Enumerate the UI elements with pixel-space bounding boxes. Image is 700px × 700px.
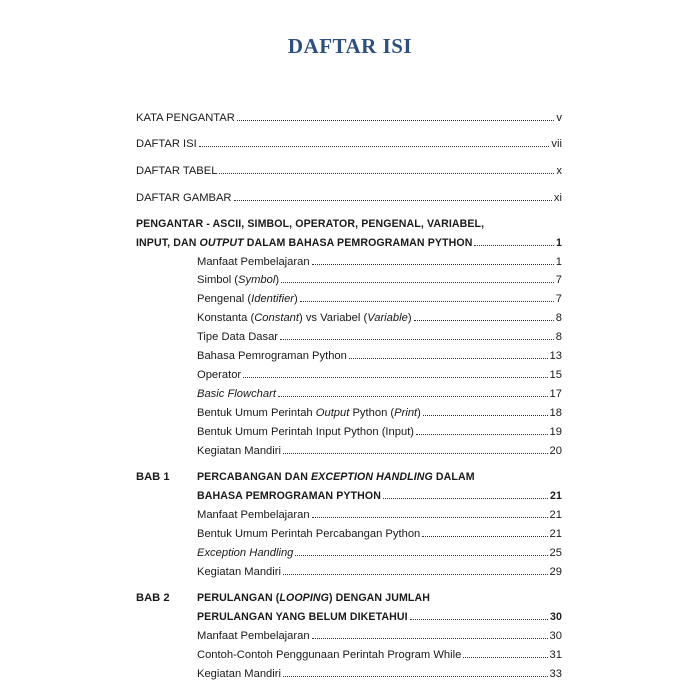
toc-label: Simbol (Symbol) (197, 274, 280, 286)
chapter-number-bab-1: BAB 1 (136, 471, 170, 483)
toc-entry-daftar-gambar[interactable] (136, 191, 562, 205)
toc-page: 19 (549, 426, 562, 438)
toc-page: 25 (549, 547, 562, 559)
toc-label: Manfaat Pembelajaran (197, 509, 310, 521)
toc-label: KATA PENGANTAR (136, 112, 235, 124)
chapter-heading-bab-2-line1: PERULANGAN (LOOPING) DENGAN JUMLAH (197, 592, 430, 604)
toc-page: 17 (549, 388, 562, 400)
toc-entry-daftar-tabel[interactable] (136, 164, 562, 178)
toc-entry-bab-2[interactable] (197, 610, 562, 624)
dot-leader (278, 387, 548, 397)
toc-label: Konstanta (Constant) vs Variabel (Variable) (197, 312, 412, 324)
toc-entry-daftar-isi[interactable] (136, 137, 562, 151)
toc-label: Manfaat Pembelajaran (197, 630, 310, 642)
toc-entry[interactable] (197, 387, 562, 401)
dot-leader (237, 111, 555, 121)
toc-entry[interactable] (197, 273, 562, 287)
toc-label: Exception Handling (197, 547, 294, 559)
toc-entry[interactable] (197, 546, 562, 560)
toc-label: Kegiatan Mandiri (197, 566, 281, 578)
toc-page: 8 (555, 331, 562, 343)
dot-leader (283, 444, 548, 454)
dot-leader (199, 137, 550, 147)
dot-leader (349, 349, 548, 359)
toc-label: Bentuk Umum Perintah Percabangan Python (197, 528, 421, 540)
dot-leader (283, 565, 548, 575)
toc-label: DAFTAR ISI (136, 138, 197, 150)
dot-leader (312, 629, 548, 639)
dot-leader (463, 648, 547, 658)
toc-page: 7 (555, 293, 562, 305)
toc-entry[interactable] (197, 527, 562, 541)
page-title: DAFTAR ISI (287, 34, 413, 58)
toc-label: Bentuk Umum Perintah Output Python (Print) (197, 407, 421, 419)
dot-leader (422, 527, 547, 537)
toc-entry-intro[interactable] (136, 236, 562, 250)
toc-label: Basic Flowchart (197, 388, 276, 400)
toc-page: 13 (549, 350, 562, 362)
toc-page: 1 (555, 256, 562, 268)
dot-leader (383, 489, 548, 499)
toc-page: xi (553, 192, 562, 204)
dot-leader (243, 368, 547, 378)
toc-page: 21 (549, 509, 562, 521)
chapter-heading-bab-1-line1: PERCABANGAN DAN EXCEPTION HANDLING DALAM (197, 471, 475, 483)
toc-label: Operator (197, 369, 242, 381)
dot-leader (295, 546, 547, 556)
toc-entry[interactable] (197, 667, 562, 681)
toc-entry[interactable] (197, 508, 562, 522)
toc-page: 8 (555, 312, 562, 324)
toc-entry[interactable] (197, 425, 562, 439)
chapter-heading-bab-2-line2: PERULANGAN YANG BELUM DIKETAHUI (197, 611, 408, 623)
toc-entry[interactable] (197, 330, 562, 344)
toc-entry[interactable] (197, 406, 562, 420)
toc-page: 1 (556, 237, 562, 249)
toc-label: Kegiatan Mandiri (197, 445, 281, 457)
chapter-number-bab-2: BAB 2 (136, 592, 170, 604)
toc-page: 20 (549, 445, 562, 457)
dot-leader (234, 191, 552, 201)
toc-entry[interactable] (197, 648, 562, 662)
chapter-heading-bab-1-line2: BAHASA PEMROGRAMAN PYTHON (197, 490, 381, 502)
toc-page: 18 (549, 407, 562, 419)
toc-entry[interactable] (197, 311, 562, 325)
toc-label: Bahasa Pemrograman Python (197, 350, 347, 362)
toc-label: DAFTAR TABEL (136, 165, 218, 177)
dot-leader (414, 311, 554, 321)
toc-page: 31 (549, 649, 562, 661)
toc-label: Kegiatan Mandiri (197, 668, 281, 680)
dot-leader (416, 425, 548, 435)
chapter-heading-intro-line2: INPUT, DAN OUTPUT DALAM BAHASA PEMROGRAMAN PYTHON (136, 237, 473, 249)
dot-leader (312, 508, 548, 518)
toc-page: 21 (549, 528, 562, 540)
toc-page: 7 (555, 274, 562, 286)
toc-entry-kata-pengantar[interactable] (136, 111, 562, 125)
dot-leader (283, 667, 548, 677)
dot-leader (410, 610, 548, 620)
chapter-heading-intro-line1: PENGANTAR - ASCII, SIMBOL, OPERATOR, PENGENAL, VARIABEL, (136, 218, 485, 230)
toc-entry[interactable] (197, 255, 562, 269)
dot-leader (423, 406, 548, 416)
toc-label: Pengenal (Identifier) (197, 293, 298, 305)
toc-page: 33 (549, 668, 562, 680)
toc-page: vii (551, 138, 562, 150)
dot-leader (281, 273, 554, 283)
toc-page: 15 (549, 369, 562, 381)
toc-page: 29 (549, 566, 562, 578)
toc-page: x (556, 165, 562, 177)
toc-page: 30 (549, 630, 562, 642)
dot-leader (280, 330, 554, 340)
toc-label: Bentuk Umum Perintah Input Python (Input) (197, 426, 415, 438)
toc-entry[interactable] (197, 629, 562, 643)
toc-page: v (556, 112, 562, 124)
toc-entry[interactable] (197, 349, 562, 363)
toc-label: Contoh-Contoh Penggunaan Perintah Program While (197, 649, 462, 661)
toc-entry[interactable] (197, 565, 562, 579)
dot-leader (474, 236, 554, 246)
toc-entry[interactable] (197, 292, 562, 306)
toc-page: 30 (550, 611, 562, 623)
toc-label: Manfaat Pembelajaran (197, 256, 310, 268)
toc-entry[interactable] (197, 444, 562, 458)
toc-page: 21 (550, 490, 562, 502)
toc-label: Tipe Data Dasar (197, 331, 279, 343)
toc-entry[interactable] (197, 368, 562, 382)
toc-label: DAFTAR GAMBAR (136, 192, 232, 204)
toc-entry-bab-1[interactable] (197, 489, 562, 503)
dot-leader (219, 164, 554, 174)
dot-leader (312, 255, 554, 265)
dot-leader (300, 292, 554, 302)
